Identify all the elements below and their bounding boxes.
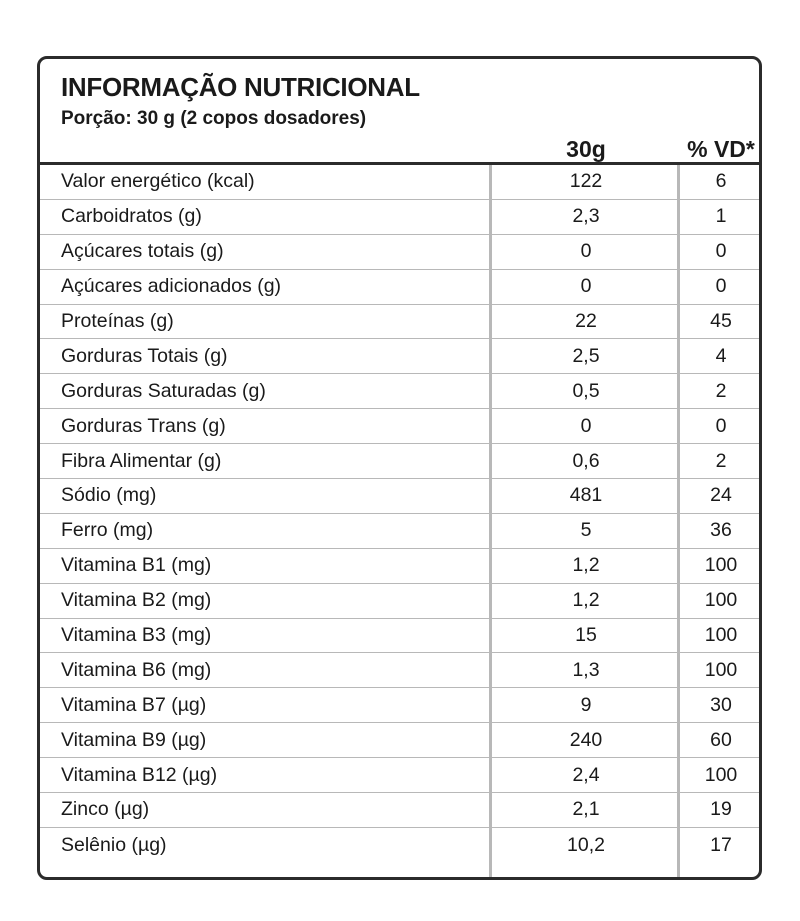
nutrient-amount: 1,3	[572, 658, 600, 681]
nutrient-daily-value: 17	[710, 833, 732, 856]
nutrient-amount: 2,3	[572, 205, 600, 228]
nutrient-daily-value: 36	[710, 519, 732, 542]
nutrient-name: Sódio (mg)	[61, 484, 157, 507]
label-title: INFORMAÇÃO NUTRICIONAL	[61, 72, 420, 102]
table-row	[40, 479, 759, 514]
nutrient-daily-value: 0	[715, 240, 727, 263]
table-row	[40, 584, 759, 619]
nutrient-amount: 240	[569, 728, 603, 751]
nutrient-amount: 2,1	[572, 798, 600, 821]
nutrient-daily-value: 60	[710, 728, 732, 751]
column-divider-amount	[489, 165, 492, 877]
table-row	[40, 200, 759, 235]
nutrient-daily-value: 100	[704, 624, 738, 647]
table-row	[40, 305, 759, 340]
table-row	[40, 165, 759, 200]
column-header-amount: 30g	[566, 136, 606, 162]
table-row	[40, 235, 759, 270]
nutrient-name: Carboidratos (g)	[61, 205, 202, 228]
nutrient-daily-value: 100	[704, 658, 738, 681]
table-row	[40, 339, 759, 374]
nutrient-name: Vitamina B9 (µg)	[61, 728, 207, 751]
nutrient-daily-value: 100	[704, 763, 738, 786]
nutrient-name: Vitamina B7 (µg)	[61, 693, 207, 716]
nutrient-name: Açúcares adicionados (g)	[61, 275, 282, 298]
column-divider-daily-value	[677, 165, 680, 877]
column-header-daily-value: % VD*	[687, 136, 755, 162]
nutrient-name: Valor energético (kcal)	[61, 170, 255, 193]
nutrient-amount: 5	[580, 519, 592, 542]
nutrient-amount: 0,6	[572, 449, 600, 472]
nutrient-amount: 2,5	[572, 344, 600, 367]
table-row	[40, 514, 759, 549]
label-header	[40, 59, 759, 165]
nutrient-name: Gorduras Totais (g)	[61, 344, 228, 367]
nutrient-amount: 0,5	[572, 379, 600, 402]
nutrient-daily-value: 1	[715, 205, 727, 228]
nutrient-amount: 122	[569, 170, 603, 193]
nutrition-facts-panel	[37, 56, 762, 880]
nutrient-amount: 0	[580, 240, 592, 263]
nutrient-name: Vitamina B6 (mg)	[61, 658, 212, 681]
nutrient-amount: 22	[575, 310, 597, 332]
table-row	[40, 828, 759, 863]
nutrient-name: Vitamina B1 (mg)	[61, 554, 212, 577]
nutrient-daily-value: 19	[710, 798, 732, 821]
table-row	[40, 653, 759, 688]
nutrient-daily-value: 0	[715, 275, 727, 298]
nutrient-daily-value: 100	[704, 554, 738, 577]
nutrient-daily-value: 4	[715, 344, 727, 367]
nutrient-name: Açúcares totais (g)	[61, 240, 224, 263]
nutrient-amount: 0	[580, 414, 592, 437]
nutrient-daily-value: 45	[710, 310, 732, 332]
nutrient-name: Gorduras Saturadas (g)	[61, 379, 266, 402]
nutrient-daily-value: 6	[715, 170, 727, 193]
nutrient-amount: 481	[569, 484, 603, 507]
table-row	[40, 549, 759, 584]
nutrient-name: Fibra Alimentar (g)	[61, 449, 222, 472]
table-row	[40, 758, 759, 793]
nutrient-name: Gorduras Trans (g)	[61, 414, 226, 437]
nutrient-amount: 9	[580, 693, 592, 716]
nutrient-amount: 2,4	[572, 763, 600, 786]
nutrient-daily-value: 24	[710, 484, 732, 507]
nutrient-name: Vitamina B3 (mg)	[61, 624, 212, 647]
nutrient-amount: 1,2	[572, 589, 600, 612]
nutrient-table	[40, 165, 759, 863]
nutrient-name: Selênio (µg)	[61, 833, 167, 856]
table-row	[40, 374, 759, 409]
nutrient-name: Ferro (mg)	[61, 519, 154, 542]
table-row	[40, 409, 759, 444]
nutrient-daily-value: 2	[715, 379, 727, 402]
nutrient-amount: 15	[575, 624, 597, 647]
nutrient-daily-value: 30	[710, 693, 732, 716]
table-row	[40, 723, 759, 758]
nutrient-amount: 1,2	[572, 554, 600, 577]
nutrient-name: Vitamina B2 (mg)	[61, 589, 212, 612]
nutrient-daily-value: 2	[715, 449, 727, 472]
nutrient-daily-value: 0	[715, 414, 727, 437]
nutrient-amount: 10,2	[567, 833, 605, 856]
nutrient-name: Vitamina B12 (µg)	[61, 763, 218, 786]
nutrient-daily-value: 100	[704, 589, 738, 612]
portion-info: Porção: 30 g (2 copos dosadores)	[61, 108, 367, 129]
nutrient-amount: 0	[580, 275, 592, 298]
table-row	[40, 270, 759, 305]
table-row	[40, 619, 759, 654]
table-row	[40, 444, 759, 479]
nutrient-name: Proteínas (g)	[61, 310, 174, 332]
nutrient-name: Zinco (µg)	[61, 798, 150, 821]
table-row	[40, 793, 759, 828]
table-row	[40, 688, 759, 723]
